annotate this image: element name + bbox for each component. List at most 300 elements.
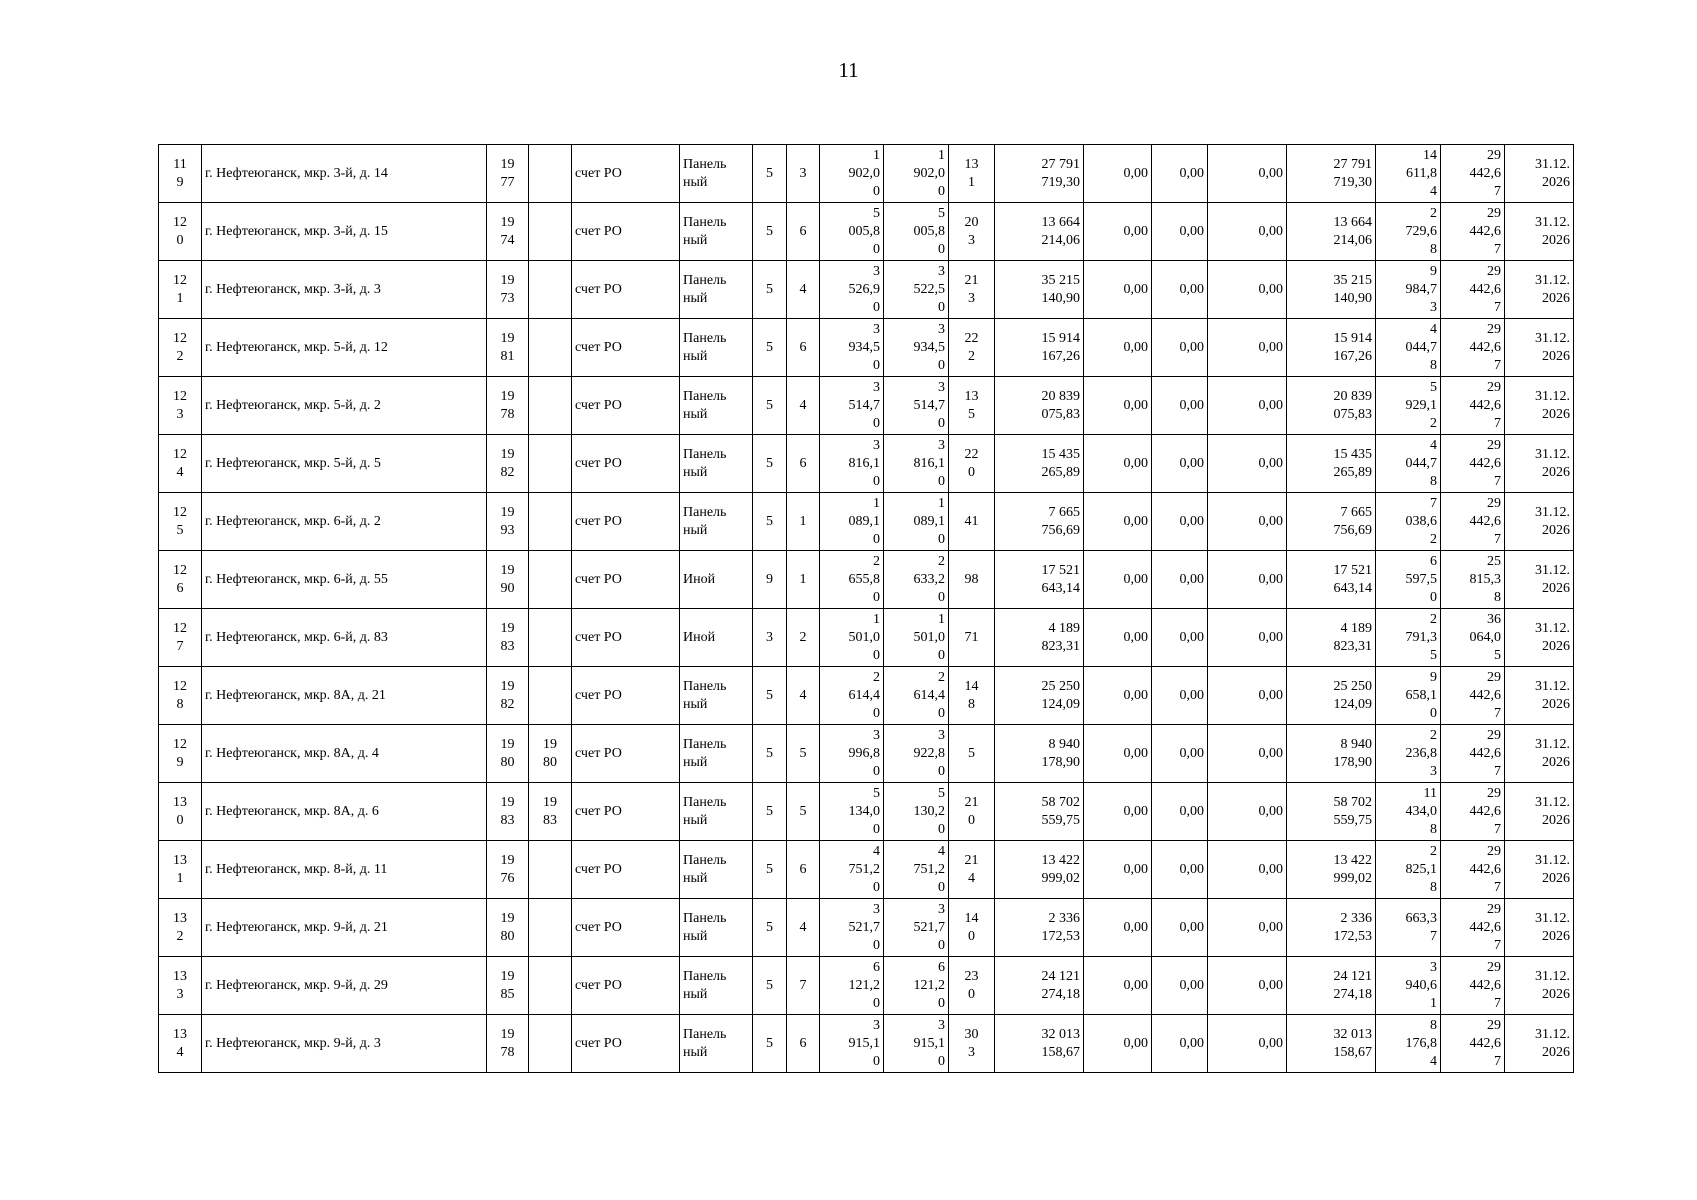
table-row [159, 435, 1574, 493]
table-row [159, 261, 1574, 319]
table-row [159, 1015, 1574, 1073]
cost-total-cell: 27 791 719,30 [995, 145, 1084, 203]
fund-method-cell: счет РО [572, 783, 680, 841]
entrances-count-cell: 5 [787, 725, 820, 783]
max-cost-per-m2-cell: 29 442,6 7 [1441, 783, 1505, 841]
fund-method-cell: счет РО [572, 841, 680, 899]
fund-owners-cell: 27 791 719,30 [1287, 145, 1376, 203]
floors-count-cell: 5 [753, 319, 787, 377]
fund-regional-cell: 0,00 [1152, 1015, 1208, 1073]
year-reconstruction-cell: 19 80 [529, 725, 572, 783]
fund-federal-cell: 0,00 [1084, 203, 1152, 261]
row-number-cell: 13 4 [159, 1015, 202, 1073]
row-number-cell: 13 0 [159, 783, 202, 841]
cost-per-m2-cell: 2 791,3 5 [1376, 609, 1441, 667]
table-row [159, 145, 1574, 203]
fund-method-cell: счет РО [572, 377, 680, 435]
year-reconstruction-cell [529, 377, 572, 435]
floors-count-cell: 5 [753, 435, 787, 493]
area-living-cell: 3 521,7 0 [884, 899, 949, 957]
entrances-count-cell: 4 [787, 261, 820, 319]
cost-per-m2-cell: 9 984,7 3 [1376, 261, 1441, 319]
row-number-cell: 12 6 [159, 551, 202, 609]
residents-count-cell: 13 5 [949, 377, 995, 435]
entrances-count-cell: 6 [787, 203, 820, 261]
fund-regional-cell: 0,00 [1152, 783, 1208, 841]
row-number-cell: 13 3 [159, 957, 202, 1015]
wall-material-cell: Панель ный [680, 319, 753, 377]
fund-owners-cell: 13 422 999,02 [1287, 841, 1376, 899]
fund-method-cell: счет РО [572, 145, 680, 203]
deadline-cell: 31.12. 2026 [1505, 783, 1574, 841]
year-built-cell: 19 77 [487, 145, 529, 203]
fund-local-cell: 0,00 [1208, 667, 1287, 725]
entrances-count-cell: 4 [787, 667, 820, 725]
floors-count-cell: 5 [753, 493, 787, 551]
table-row [159, 899, 1574, 957]
row-number-cell: 12 3 [159, 377, 202, 435]
area-total-cell: 5 134,0 0 [820, 783, 884, 841]
residents-count-cell: 98 [949, 551, 995, 609]
floors-count-cell: 5 [753, 203, 787, 261]
fund-method-cell: счет РО [572, 667, 680, 725]
wall-material-cell: Панель ный [680, 261, 753, 319]
deadline-cell: 31.12. 2026 [1505, 667, 1574, 725]
house-address-cell: г. Нефтеюганск, мкр. 5-й, д. 5 [202, 435, 487, 493]
cost-per-m2-cell: 2 236,8 3 [1376, 725, 1441, 783]
deadline-cell: 31.12. 2026 [1505, 957, 1574, 1015]
max-cost-per-m2-cell: 29 442,6 7 [1441, 261, 1505, 319]
fund-federal-cell: 0,00 [1084, 435, 1152, 493]
floors-count-cell: 5 [753, 725, 787, 783]
table-row [159, 841, 1574, 899]
year-reconstruction-cell [529, 609, 572, 667]
wall-material-cell: Панель ный [680, 899, 753, 957]
year-built-cell: 19 85 [487, 957, 529, 1015]
fund-federal-cell: 0,00 [1084, 899, 1152, 957]
area-total-cell: 5 005,8 0 [820, 203, 884, 261]
year-built-cell: 19 82 [487, 435, 529, 493]
fund-regional-cell: 0,00 [1152, 319, 1208, 377]
fund-federal-cell: 0,00 [1084, 551, 1152, 609]
cost-total-cell: 4 189 823,31 [995, 609, 1084, 667]
floors-count-cell: 5 [753, 261, 787, 319]
fund-local-cell: 0,00 [1208, 493, 1287, 551]
wall-material-cell: Панель ный [680, 493, 753, 551]
page-number: 11 [838, 58, 859, 82]
max-cost-per-m2-cell: 29 442,6 7 [1441, 725, 1505, 783]
area-living-cell: 2 633,2 0 [884, 551, 949, 609]
fund-owners-cell: 13 664 214,06 [1287, 203, 1376, 261]
wall-material-cell: Панель ный [680, 667, 753, 725]
year-reconstruction-cell [529, 899, 572, 957]
residents-count-cell: 21 4 [949, 841, 995, 899]
area-living-cell: 3 915,1 0 [884, 1015, 949, 1073]
fund-method-cell: счет РО [572, 319, 680, 377]
wall-material-cell: Панель ный [680, 783, 753, 841]
floors-count-cell: 9 [753, 551, 787, 609]
entrances-count-cell: 6 [787, 1015, 820, 1073]
cost-per-m2-cell: 5 929,1 2 [1376, 377, 1441, 435]
fund-method-cell: счет РО [572, 609, 680, 667]
year-reconstruction-cell [529, 261, 572, 319]
floors-count-cell: 5 [753, 1015, 787, 1073]
row-number-cell: 12 7 [159, 609, 202, 667]
year-built-cell: 19 90 [487, 551, 529, 609]
max-cost-per-m2-cell: 29 442,6 7 [1441, 377, 1505, 435]
cost-total-cell: 7 665 756,69 [995, 493, 1084, 551]
fund-method-cell: счет РО [572, 551, 680, 609]
row-number-cell: 12 4 [159, 435, 202, 493]
fund-regional-cell: 0,00 [1152, 609, 1208, 667]
fund-method-cell: счет РО [572, 1015, 680, 1073]
fund-regional-cell: 0,00 [1152, 203, 1208, 261]
residents-count-cell: 13 1 [949, 145, 995, 203]
fund-local-cell: 0,00 [1208, 261, 1287, 319]
house-address-cell: г. Нефтеюганск, мкр. 6-й, д. 83 [202, 609, 487, 667]
fund-regional-cell: 0,00 [1152, 957, 1208, 1015]
floors-count-cell: 3 [753, 609, 787, 667]
cost-per-m2-cell: 4 044,7 8 [1376, 319, 1441, 377]
entrances-count-cell: 4 [787, 377, 820, 435]
fund-local-cell: 0,00 [1208, 377, 1287, 435]
deadline-cell: 31.12. 2026 [1505, 261, 1574, 319]
fund-regional-cell: 0,00 [1152, 551, 1208, 609]
area-total-cell: 3 996,8 0 [820, 725, 884, 783]
max-cost-per-m2-cell: 29 442,6 7 [1441, 203, 1505, 261]
fund-federal-cell: 0,00 [1084, 493, 1152, 551]
residents-count-cell: 21 3 [949, 261, 995, 319]
year-built-cell: 19 81 [487, 319, 529, 377]
row-number-cell: 13 1 [159, 841, 202, 899]
residents-count-cell: 22 2 [949, 319, 995, 377]
max-cost-per-m2-cell: 29 442,6 7 [1441, 899, 1505, 957]
cost-per-m2-cell: 663,3 7 [1376, 899, 1441, 957]
fund-local-cell: 0,00 [1208, 551, 1287, 609]
area-living-cell: 5 130,2 0 [884, 783, 949, 841]
deadline-cell: 31.12. 2026 [1505, 493, 1574, 551]
year-reconstruction-cell [529, 841, 572, 899]
area-total-cell: 6 121,2 0 [820, 957, 884, 1015]
fund-regional-cell: 0,00 [1152, 377, 1208, 435]
deadline-cell: 31.12. 2026 [1505, 435, 1574, 493]
fund-method-cell: счет РО [572, 725, 680, 783]
fund-regional-cell: 0,00 [1152, 667, 1208, 725]
fund-local-cell: 0,00 [1208, 783, 1287, 841]
max-cost-per-m2-cell: 36 064,0 5 [1441, 609, 1505, 667]
fund-local-cell: 0,00 [1208, 899, 1287, 957]
year-reconstruction-cell [529, 551, 572, 609]
house-address-cell: г. Нефтеюганск, мкр. 8А, д. 4 [202, 725, 487, 783]
fund-owners-cell: 2 336 172,53 [1287, 899, 1376, 957]
deadline-cell: 31.12. 2026 [1505, 899, 1574, 957]
fund-regional-cell: 0,00 [1152, 493, 1208, 551]
fund-method-cell: счет РО [572, 899, 680, 957]
wall-material-cell: Панель ный [680, 1015, 753, 1073]
cost-per-m2-cell: 4 044,7 8 [1376, 435, 1441, 493]
deadline-cell: 31.12. 2026 [1505, 319, 1574, 377]
house-address-cell: г. Нефтеюганск, мкр. 6-й, д. 55 [202, 551, 487, 609]
area-living-cell: 3 922,8 0 [884, 725, 949, 783]
year-reconstruction-cell [529, 493, 572, 551]
fund-owners-cell: 58 702 559,75 [1287, 783, 1376, 841]
year-reconstruction-cell [529, 145, 572, 203]
area-total-cell: 2 614,4 0 [820, 667, 884, 725]
year-reconstruction-cell [529, 957, 572, 1015]
row-number-cell: 12 9 [159, 725, 202, 783]
residents-count-cell: 5 [949, 725, 995, 783]
year-built-cell: 19 80 [487, 725, 529, 783]
residents-count-cell: 23 0 [949, 957, 995, 1015]
table-row [159, 203, 1574, 261]
table-row [159, 609, 1574, 667]
fund-local-cell: 0,00 [1208, 725, 1287, 783]
cost-per-m2-cell: 14 611,8 4 [1376, 145, 1441, 203]
area-total-cell: 2 655,8 0 [820, 551, 884, 609]
area-living-cell: 5 005,8 0 [884, 203, 949, 261]
year-built-cell: 19 74 [487, 203, 529, 261]
area-total-cell: 1 089,1 0 [820, 493, 884, 551]
table-row [159, 957, 1574, 1015]
row-number-cell: 12 1 [159, 261, 202, 319]
area-living-cell: 1 089,1 0 [884, 493, 949, 551]
table-row [159, 667, 1574, 725]
cost-per-m2-cell: 7 038,6 2 [1376, 493, 1441, 551]
fund-federal-cell: 0,00 [1084, 319, 1152, 377]
fund-local-cell: 0,00 [1208, 609, 1287, 667]
cost-total-cell: 32 013 158,67 [995, 1015, 1084, 1073]
year-built-cell: 19 80 [487, 899, 529, 957]
year-built-cell: 19 76 [487, 841, 529, 899]
house-address-cell: г. Нефтеюганск, мкр. 9-й, д. 29 [202, 957, 487, 1015]
cost-per-m2-cell: 9 658,1 0 [1376, 667, 1441, 725]
fund-method-cell: счет РО [572, 435, 680, 493]
area-living-cell: 3 522,5 0 [884, 261, 949, 319]
fund-regional-cell: 0,00 [1152, 261, 1208, 319]
table-row [159, 319, 1574, 377]
entrances-count-cell: 1 [787, 493, 820, 551]
table-row [159, 783, 1574, 841]
cost-per-m2-cell: 8 176,8 4 [1376, 1015, 1441, 1073]
year-reconstruction-cell [529, 435, 572, 493]
entrances-count-cell: 6 [787, 841, 820, 899]
fund-owners-cell: 8 940 178,90 [1287, 725, 1376, 783]
fund-local-cell: 0,00 [1208, 957, 1287, 1015]
area-total-cell: 1 501,0 0 [820, 609, 884, 667]
deadline-cell: 31.12. 2026 [1505, 377, 1574, 435]
fund-federal-cell: 0,00 [1084, 145, 1152, 203]
area-living-cell: 3 514,7 0 [884, 377, 949, 435]
max-cost-per-m2-cell: 29 442,6 7 [1441, 957, 1505, 1015]
area-living-cell: 2 614,4 0 [884, 667, 949, 725]
max-cost-per-m2-cell: 29 442,6 7 [1441, 435, 1505, 493]
wall-material-cell: Иной [680, 551, 753, 609]
cost-per-m2-cell: 11 434,0 8 [1376, 783, 1441, 841]
fund-owners-cell: 15 435 265,89 [1287, 435, 1376, 493]
cost-total-cell: 58 702 559,75 [995, 783, 1084, 841]
fund-owners-cell: 35 215 140,90 [1287, 261, 1376, 319]
cost-per-m2-cell: 3 940,6 1 [1376, 957, 1441, 1015]
max-cost-per-m2-cell: 29 442,6 7 [1441, 667, 1505, 725]
house-address-cell: г. Нефтеюганск, мкр. 9-й, д. 3 [202, 1015, 487, 1073]
area-living-cell: 3 934,5 0 [884, 319, 949, 377]
wall-material-cell: Панель ный [680, 957, 753, 1015]
fund-federal-cell: 0,00 [1084, 725, 1152, 783]
fund-method-cell: счет РО [572, 493, 680, 551]
area-living-cell: 1 902,0 0 [884, 145, 949, 203]
area-total-cell: 3 514,7 0 [820, 377, 884, 435]
area-living-cell: 1 501,0 0 [884, 609, 949, 667]
fund-regional-cell: 0,00 [1152, 899, 1208, 957]
row-number-cell: 12 2 [159, 319, 202, 377]
fund-federal-cell: 0,00 [1084, 841, 1152, 899]
max-cost-per-m2-cell: 29 442,6 7 [1441, 319, 1505, 377]
fund-owners-cell: 25 250 124,09 [1287, 667, 1376, 725]
year-reconstruction-cell [529, 319, 572, 377]
table-row [159, 493, 1574, 551]
cost-total-cell: 15 435 265,89 [995, 435, 1084, 493]
house-address-cell: г. Нефтеюганск, мкр. 5-й, д. 2 [202, 377, 487, 435]
cost-total-cell: 13 422 999,02 [995, 841, 1084, 899]
residents-count-cell: 41 [949, 493, 995, 551]
entrances-count-cell: 6 [787, 319, 820, 377]
wall-material-cell: Панель ный [680, 203, 753, 261]
year-built-cell: 19 73 [487, 261, 529, 319]
year-built-cell: 19 83 [487, 609, 529, 667]
fund-owners-cell: 20 839 075,83 [1287, 377, 1376, 435]
floors-count-cell: 5 [753, 377, 787, 435]
wall-material-cell: Панель ный [680, 841, 753, 899]
fund-federal-cell: 0,00 [1084, 783, 1152, 841]
cost-total-cell: 35 215 140,90 [995, 261, 1084, 319]
cost-per-m2-cell: 6 597,5 0 [1376, 551, 1441, 609]
deadline-cell: 31.12. 2026 [1505, 203, 1574, 261]
floors-count-cell: 5 [753, 841, 787, 899]
floors-count-cell: 5 [753, 667, 787, 725]
fund-federal-cell: 0,00 [1084, 261, 1152, 319]
entrances-count-cell: 7 [787, 957, 820, 1015]
area-total-cell: 3 915,1 0 [820, 1015, 884, 1073]
floors-count-cell: 5 [753, 783, 787, 841]
year-reconstruction-cell [529, 1015, 572, 1073]
deadline-cell: 31.12. 2026 [1505, 725, 1574, 783]
table-row [159, 725, 1574, 783]
row-number-cell: 12 8 [159, 667, 202, 725]
fund-regional-cell: 0,00 [1152, 145, 1208, 203]
max-cost-per-m2-cell: 29 442,6 7 [1441, 493, 1505, 551]
cost-total-cell: 8 940 178,90 [995, 725, 1084, 783]
year-built-cell: 19 93 [487, 493, 529, 551]
fund-local-cell: 0,00 [1208, 145, 1287, 203]
year-reconstruction-cell [529, 203, 572, 261]
year-reconstruction-cell: 19 83 [529, 783, 572, 841]
area-total-cell: 3 816,1 0 [820, 435, 884, 493]
row-number-cell: 11 9 [159, 145, 202, 203]
entrances-count-cell: 2 [787, 609, 820, 667]
entrances-count-cell: 3 [787, 145, 820, 203]
cost-per-m2-cell: 2 825,1 8 [1376, 841, 1441, 899]
table-row [159, 551, 1574, 609]
fund-owners-cell: 24 121 274,18 [1287, 957, 1376, 1015]
year-reconstruction-cell [529, 667, 572, 725]
entrances-count-cell: 6 [787, 435, 820, 493]
house-address-cell: г. Нефтеюганск, мкр. 3-й, д. 3 [202, 261, 487, 319]
max-cost-per-m2-cell: 29 442,6 7 [1441, 1015, 1505, 1073]
cost-per-m2-cell: 2 729,6 8 [1376, 203, 1441, 261]
fund-local-cell: 0,00 [1208, 435, 1287, 493]
fund-method-cell: счет РО [572, 203, 680, 261]
cost-total-cell: 2 336 172,53 [995, 899, 1084, 957]
fund-federal-cell: 0,00 [1084, 667, 1152, 725]
fund-owners-cell: 4 189 823,31 [1287, 609, 1376, 667]
wall-material-cell: Панель ный [680, 377, 753, 435]
floors-count-cell: 5 [753, 899, 787, 957]
floors-count-cell: 5 [753, 957, 787, 1015]
year-built-cell: 19 82 [487, 667, 529, 725]
deadline-cell: 31.12. 2026 [1505, 1015, 1574, 1073]
fund-local-cell: 0,00 [1208, 841, 1287, 899]
cost-total-cell: 13 664 214,06 [995, 203, 1084, 261]
area-total-cell: 3 526,9 0 [820, 261, 884, 319]
area-total-cell: 3 934,5 0 [820, 319, 884, 377]
wall-material-cell: Панель ный [680, 145, 753, 203]
area-total-cell: 4 751,2 0 [820, 841, 884, 899]
house-address-cell: г. Нефтеюганск, мкр. 3-й, д. 15 [202, 203, 487, 261]
fund-method-cell: счет РО [572, 261, 680, 319]
deadline-cell: 31.12. 2026 [1505, 609, 1574, 667]
residents-count-cell: 21 0 [949, 783, 995, 841]
wall-material-cell: Иной [680, 609, 753, 667]
table-row [159, 377, 1574, 435]
entrances-count-cell: 4 [787, 899, 820, 957]
fund-regional-cell: 0,00 [1152, 435, 1208, 493]
deadline-cell: 31.12. 2026 [1505, 841, 1574, 899]
fund-federal-cell: 0,00 [1084, 1015, 1152, 1073]
year-built-cell: 19 83 [487, 783, 529, 841]
house-address-cell: г. Нефтеюганск, мкр. 3-й, д. 14 [202, 145, 487, 203]
row-number-cell: 12 0 [159, 203, 202, 261]
deadline-cell: 31.12. 2026 [1505, 145, 1574, 203]
repair-program-table [158, 144, 1574, 1073]
year-built-cell: 19 78 [487, 377, 529, 435]
fund-federal-cell: 0,00 [1084, 377, 1152, 435]
house-address-cell: г. Нефтеюганск, мкр. 8А, д. 21 [202, 667, 487, 725]
entrances-count-cell: 1 [787, 551, 820, 609]
residents-count-cell: 20 3 [949, 203, 995, 261]
max-cost-per-m2-cell: 25 815,3 8 [1441, 551, 1505, 609]
year-built-cell: 19 78 [487, 1015, 529, 1073]
house-address-cell: г. Нефтеюганск, мкр. 9-й, д. 21 [202, 899, 487, 957]
residents-count-cell: 30 3 [949, 1015, 995, 1073]
house-address-cell: г. Нефтеюганск, мкр. 8-й, д. 11 [202, 841, 487, 899]
fund-regional-cell: 0,00 [1152, 841, 1208, 899]
deadline-cell: 31.12. 2026 [1505, 551, 1574, 609]
residents-count-cell: 14 8 [949, 667, 995, 725]
fund-owners-cell: 17 521 643,14 [1287, 551, 1376, 609]
cost-total-cell: 24 121 274,18 [995, 957, 1084, 1015]
area-total-cell: 3 521,7 0 [820, 899, 884, 957]
wall-material-cell: Панель ный [680, 725, 753, 783]
fund-federal-cell: 0,00 [1084, 957, 1152, 1015]
fund-owners-cell: 15 914 167,26 [1287, 319, 1376, 377]
area-living-cell: 4 751,2 0 [884, 841, 949, 899]
area-living-cell: 3 816,1 0 [884, 435, 949, 493]
fund-owners-cell: 7 665 756,69 [1287, 493, 1376, 551]
floors-count-cell: 5 [753, 145, 787, 203]
fund-local-cell: 0,00 [1208, 1015, 1287, 1073]
cost-total-cell: 20 839 075,83 [995, 377, 1084, 435]
house-address-cell: г. Нефтеюганск, мкр. 5-й, д. 12 [202, 319, 487, 377]
